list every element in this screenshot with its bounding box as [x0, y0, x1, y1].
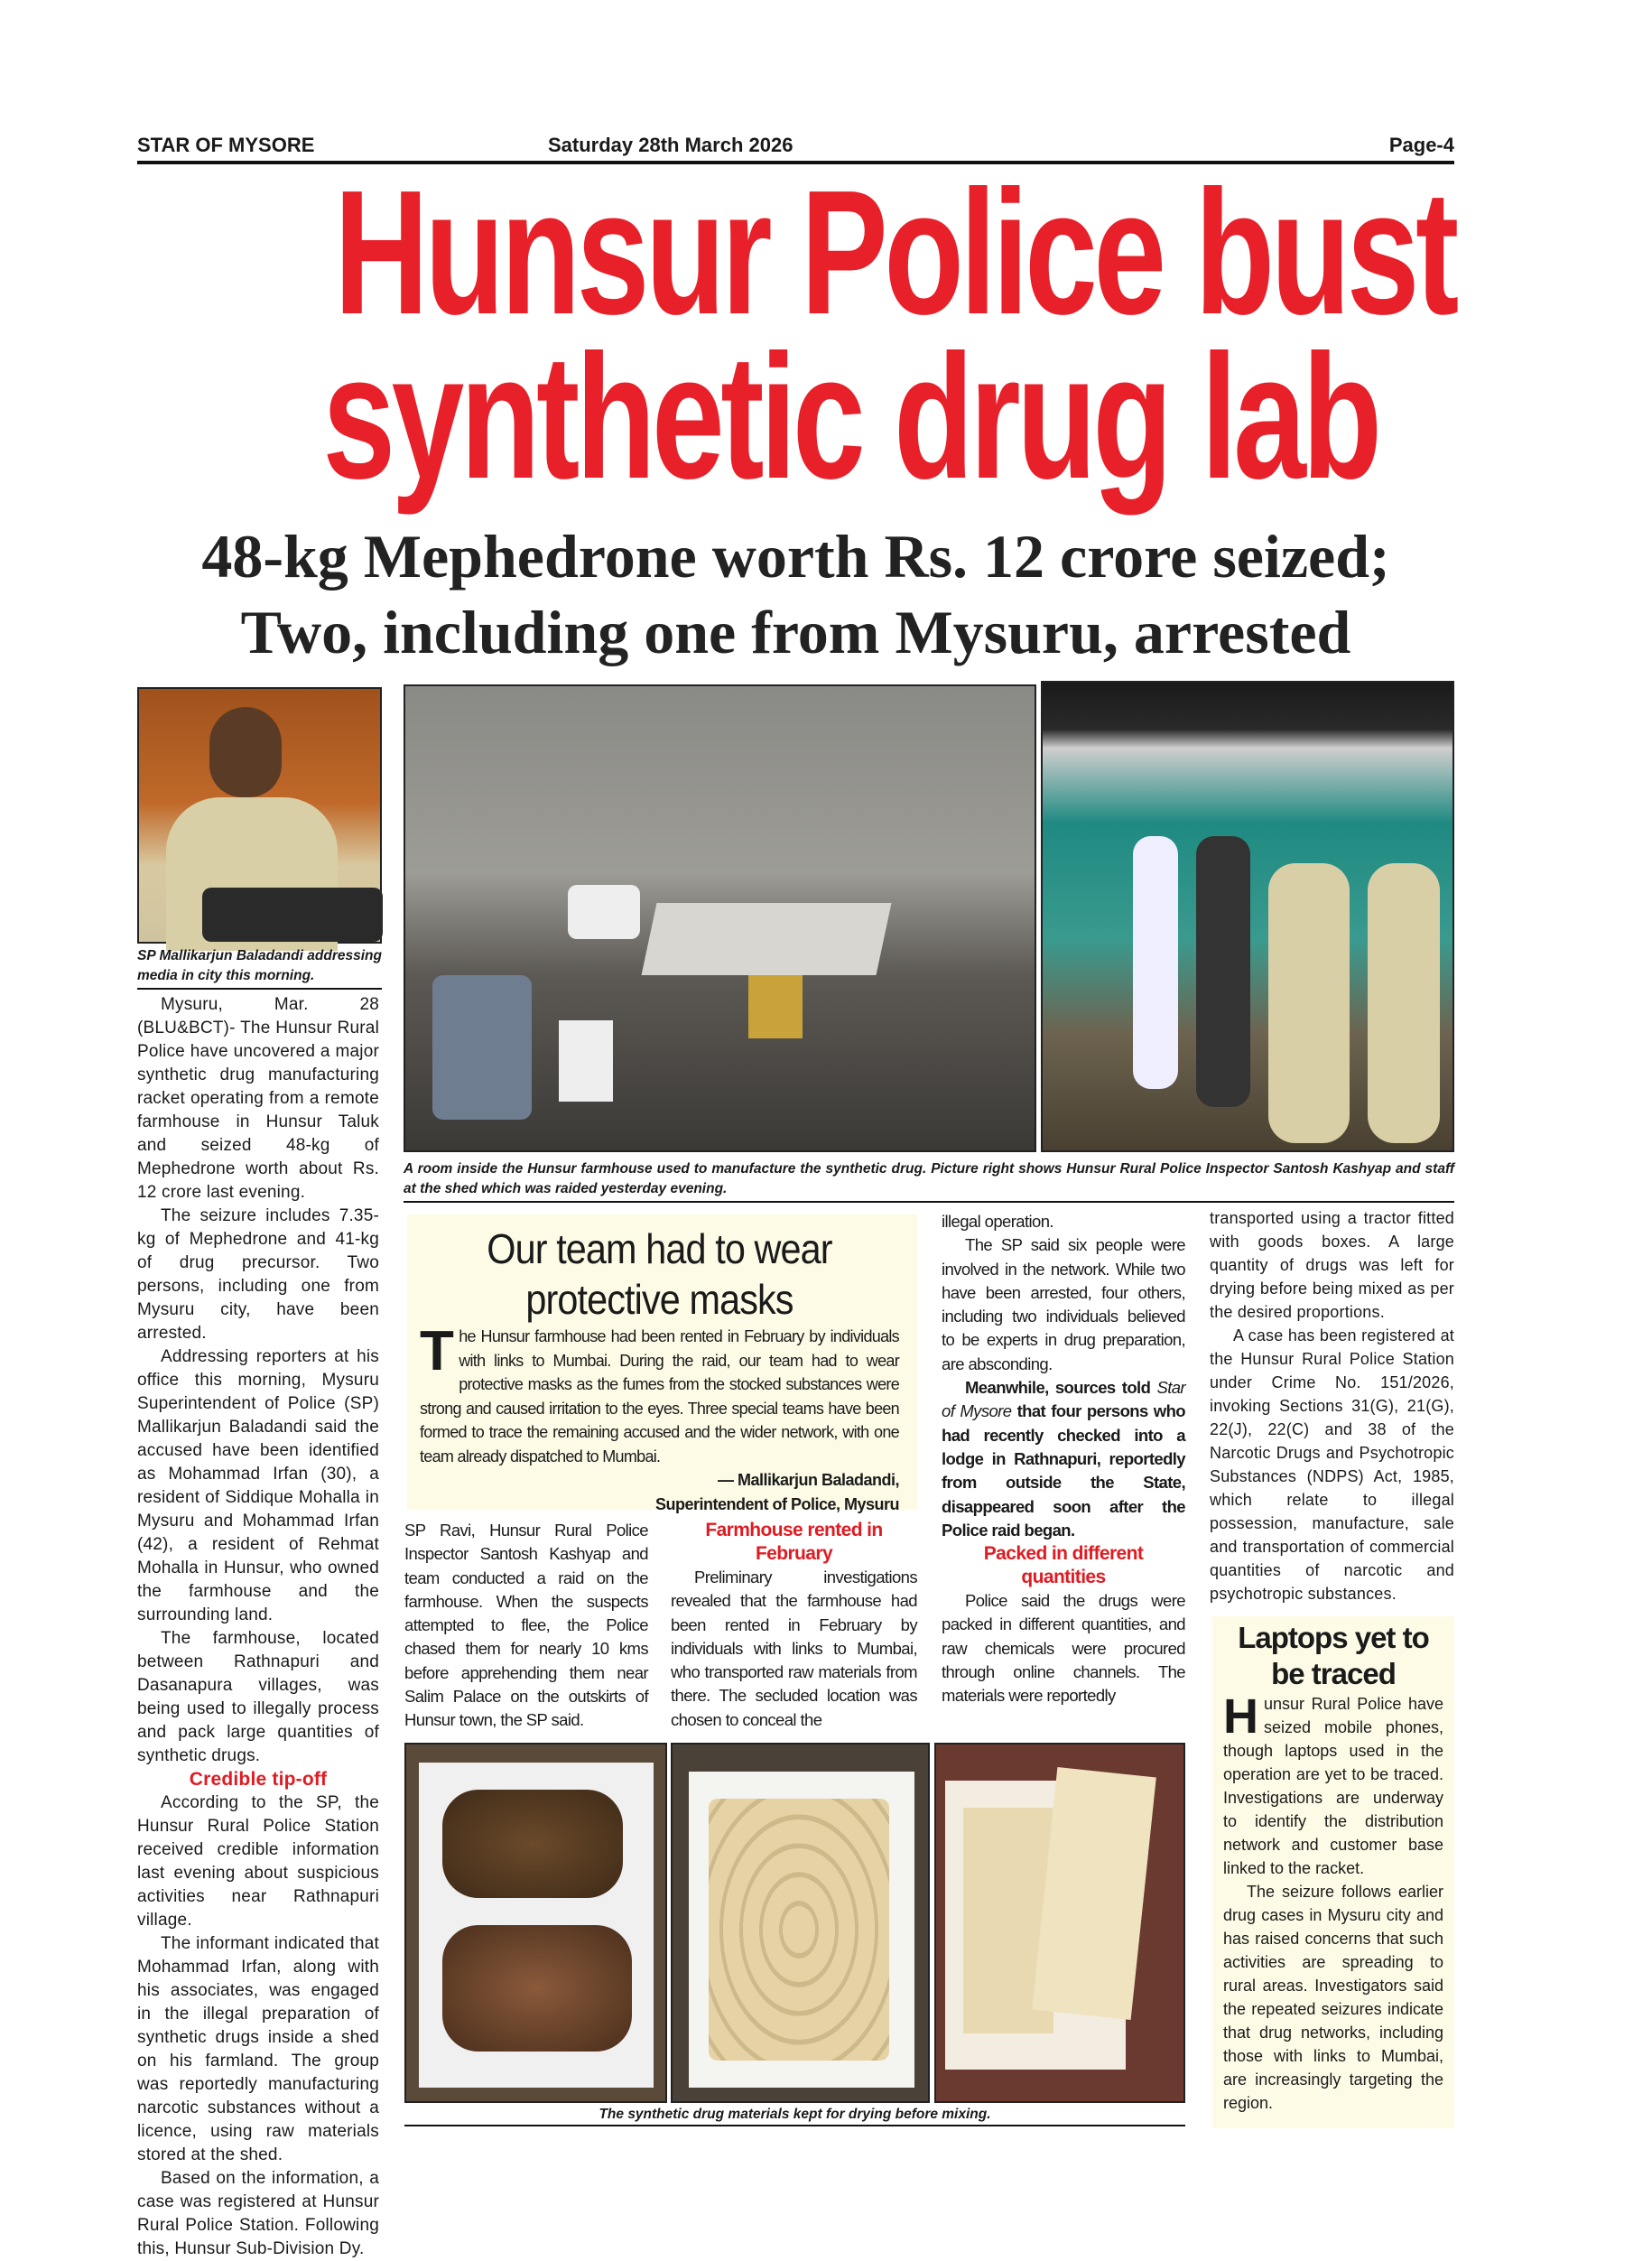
- headline-text: synthetic drug lab: [322, 318, 1378, 516]
- paragraph-text: that four persons who had recently checked into a lodge in Rathnapuri, reportedly from outside the State, disappeared soon after the Police raid began.: [942, 1401, 1185, 1540]
- paragraph: According to the SP, the Hunsur Rural Police Station received credible information last evening about suspicious activities near Rathnapuri village.: [137, 1793, 379, 1930]
- drying-photo-3: [934, 1743, 1185, 2103]
- quote-title: Our team had to wear protective masks: [487, 1225, 832, 1323]
- paragraph: Based on the information, a case was registered at Hunsur Rural Police Station. Following this, Hunsur Sub-Division Dy.: [137, 2169, 379, 2258]
- subheading: Farmhouse rented in February: [705, 1520, 883, 1564]
- paragraph-text: Meanwhile, sources told: [965, 1378, 1151, 1398]
- drying-photo-caption: The synthetic drug materials kept for drying before mixing.: [404, 2105, 1185, 2126]
- article-column-3: [671, 1519, 917, 1732]
- sidebox-para-1: [1223, 1689, 1443, 1880]
- paper-name: STAR OF MYSORE: [137, 134, 315, 156]
- paragraph: SP Ravi, Hunsur Rural Police Inspector Santosh Kashyap and team conducted a raid on the farmhouse. When the suspects attempted to flee, the Police chased them for nearly 10 kms before apprehending them near Salim Palace on the outskirts of Hunsur town, the SP said.: [404, 1521, 648, 1730]
- paragraph: [942, 1376, 1185, 1542]
- headline-text: Hunsur Police bust: [334, 154, 1455, 351]
- subheadline-line-1: 48-kg Mephedrone worth Rs. 12 crore seized;: [201, 522, 1390, 591]
- paragraph: A case has been registered at the Hunsur Rural Police Station under Crime No. 151/2026, invoking Sections 31(G), 21(G), 22(J), 22(C) and 38 of the Narcotic Drugs and Psychotropic Substances (NDPS) Act, 1985, which relate to illegal possession, manufacture, sale and transportation of commercial quantities of narcotic and psychotropic substances.: [1210, 1326, 1454, 1603]
- drying-photo-2: [671, 1743, 930, 2103]
- headline-line-1: [137, 154, 1455, 351]
- police-at-shed-photo: [1041, 681, 1454, 1152]
- subheadline-line-2: Two, including one from Mysuru, arrested: [240, 598, 1351, 666]
- quote-attribution-title: Superintendent of Police, Mysuru: [654, 1494, 899, 1513]
- paragraph: Preliminary investigations revealed that the farmhouse had been rented in February by individuals with links to Mumbai, who transported raw materials from there. The secluded location was chosen to conceal the: [671, 1568, 917, 1729]
- lab-photo-caption: A room inside the Hunsur farmhouse used to manufacture the synthetic drug. Picture right shows Hunsur Rural Police Inspector Santosh Kashyap and staff at the shed which was raided yesterday evening.: [404, 1159, 1454, 1203]
- drop-cap: H: [1223, 1689, 1258, 1744]
- paragraph: Mysuru, Mar. 28 (BLU&BCT)- The Hunsur Rural Police have uncovered a major synthetic drug manufacturing racket operating from a remote farmhouse in Hunsur Taluk and seized 48-kg of Mephedrone worth about Rs. 12 crore last evening.: [137, 995, 379, 1202]
- paragraph: Police said the drugs were packed in different quantities, and raw chemicals were procured through online channels. The materials were reportedly: [942, 1591, 1185, 1706]
- headline-line-2: [137, 318, 1454, 516]
- article-column-2: [404, 1519, 648, 1733]
- drop-cap: T: [420, 1320, 454, 1382]
- publication-name: Star of Mysore: [942, 1378, 1185, 1421]
- paragraph: The seizure includes 7.35-kg of Mephedrone and 41-kg of drug precursor. Two persons, including one from Mysuru city, have been arrested.: [137, 1206, 379, 1343]
- page-number: Page-4: [1388, 134, 1454, 156]
- article-column-5: [1210, 1206, 1454, 1605]
- sp-photo: [137, 687, 382, 944]
- quote-body: he Hunsur farmhouse had been rented in February by individuals with links to Mumbai. During the raid, our team had to wear protective masks as the fumes from the stocked substances were strong and caused irritation to the eyes. Three special teams have been formed to trace the remaining accused and the wider network, with one team already dispatched to Mumbai.: [420, 1327, 899, 1465]
- quote-box: [407, 1214, 917, 1513]
- paragraph: Addressing reporters at his office this morning, Mysuru Superintendent of Police (SP) Mallikarjun Baladandi said the accused have been identified as Mohammad Irfan (30), a resident of Siddique Mohalla in Mysuru and Mohammad Irfan (42), a resident of Rehmat Mohalla in Hunsur, who owned the farmhouse and the surrounding land.: [137, 1347, 379, 1624]
- sidebox-para-2: The seizure follows earlier drug cases in Mysuru city and has raised concerns that such activities are spreading to rural areas. Investigators said the repeated seizures indicate that drug networks, including those with links to Mumbai, are increasingly targeting the region.: [1223, 1883, 1443, 2112]
- lab-room-photo: [404, 684, 1036, 1152]
- sidebox-title: Laptops yet to be traced: [1238, 1621, 1429, 1690]
- subheading: Credible tip-off: [189, 1769, 328, 1790]
- article-column-1: [137, 993, 379, 2261]
- laptops-sidebox: [1212, 1616, 1454, 2128]
- paragraph: transported using a tractor fitted with goods boxes. A large quantity of drugs was left for drying before being mixed as per the desired proportions.: [1210, 1209, 1454, 1321]
- drying-photo-1: [404, 1743, 667, 2103]
- paragraph: The SP said six people were involved in the network. While two have been arrested, four others, including two individuals believed to be experts in drug preparation, are absconding.: [942, 1235, 1185, 1373]
- paragraph: The farmhouse, located between Rathnapuri and Dasanapura villages, was being used to illegally process and pack large quantities of synthetic drugs.: [137, 1629, 379, 1765]
- sidebox-text: unsur Rural Police have seized mobile phones, though laptops used in the operation are yet to be traced. Investigations are underway to identify the distribution network and customer base linked to the racket.: [1223, 1695, 1443, 1877]
- sp-photo-caption: SP Mallikarjun Baladandi addressing media in city this morning.: [137, 946, 382, 990]
- paragraph: illegal operation.: [942, 1212, 1053, 1231]
- issue-date: Saturday 28th March 2026: [548, 134, 794, 156]
- subheading: Packed in different quantities: [983, 1543, 1144, 1588]
- article-column-4: [942, 1210, 1185, 1708]
- quote-attribution-name: — Mallikarjun Baladandi,: [717, 1471, 899, 1489]
- paragraph: The informant indicated that Mohammad Irfan, along with his associates, was engaged in the illegal preparation of synthetic drugs inside a shed on his farmland. The group was reportedly manufacturing narcotic substances without a licence, using raw materials stored at the shed.: [137, 1934, 379, 2164]
- quote-text: [420, 1320, 899, 1468]
